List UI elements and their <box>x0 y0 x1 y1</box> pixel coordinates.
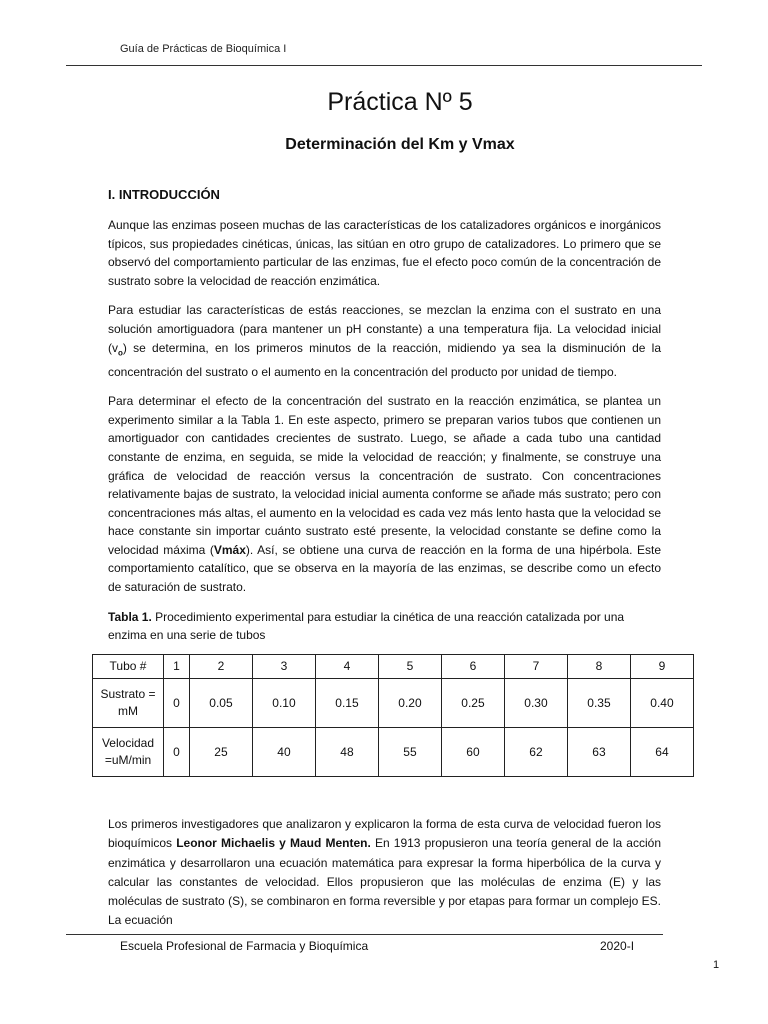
paragraph-4 <box>108 815 661 931</box>
paragraph-3-text-a: Para determinar el efecto de la concentración del sustrato en la reacción enzimática, se plantea un experimento similar a la Tabla 1. En este aspecto, primero se preparan varios tubos que contienen un amortiguador con cantidades crecientes de sustrato. Luego, se añade a cada tubo una cantidad constante de enzima, en seguida, se mide la velocidad de reacción; y finalmente, se construye una gráfica de velocidad de reacción versus la concentración de sustrato. Con concentraciones relativamente bajas de sustrato, la velocidad inicial aumenta conforme se añade más sustrato; pero con concentraciones más altas, el aumento en la velocidad es cada vez más lento hasta que la velocidad se hace constante sin importar cuánto sustrato esté presente, la velocidad constante se define como la velocidad máxima ( <box>108 394 661 557</box>
table-cell: 5 <box>378 655 441 679</box>
footer-term: 2020-I <box>600 939 635 953</box>
table-cell: 40 <box>252 728 315 777</box>
table-cell: 0.20 <box>378 679 441 728</box>
table-cell: 8 <box>567 655 630 679</box>
row-label: Velocidad =uM/min <box>93 728 164 777</box>
footer-school: Escuela Profesional de Farmacia y Bioquímica <box>120 939 369 953</box>
table-cell: 25 <box>189 728 252 777</box>
header-rule <box>66 65 702 66</box>
table-cell: 0.35 <box>567 679 630 728</box>
paragraph-2-text-a: Para estudiar las características de estás reacciones, se mezclan la enzima con el sustrato en una solución amortiguadora (para mantener un pH constante) a una temperatura fija. La velocidad inicial (v <box>108 303 661 355</box>
table-cell: 0 <box>164 679 190 728</box>
introduction-section <box>108 185 661 655</box>
table-row <box>93 728 694 777</box>
running-header: Guía de Prácticas de Bioquímica I <box>120 43 287 55</box>
table-cell: 55 <box>378 728 441 777</box>
table-caption-label: Tabla 1. <box>108 609 152 624</box>
table-cell: 0.25 <box>441 679 504 728</box>
experiment-table <box>92 654 694 777</box>
table-cell: 0.05 <box>189 679 252 728</box>
table-cell: 2 <box>189 655 252 679</box>
table-caption-text: Procedimiento experimental para estudiar la cinética de una reacción catalizada por una enzima en una serie de tubos <box>108 609 625 643</box>
row-label: Tubo # <box>93 655 164 679</box>
paragraph-3-text-b: ). Así, se obtiene una curva de reacción en la forma de una hipérbola. Este comportamiento catalítico, que se observa en la mayoría de las enzimas, se describe como un efecto de saturación de sustrato. <box>108 542 661 595</box>
page-title: Práctica Nº 5 <box>327 88 473 116</box>
table-cell: 4 <box>315 655 378 679</box>
section-heading: I. INTRODUCCIÓN <box>108 187 220 202</box>
table-cell: 7 <box>504 655 567 679</box>
footer-rule <box>66 934 663 935</box>
page-subtitle: Determinación del Km y Vmax <box>285 136 515 153</box>
table-cell: 0.30 <box>504 679 567 728</box>
table-cell: 62 <box>504 728 567 777</box>
table-cell: 64 <box>630 728 693 777</box>
paragraph-3 <box>108 392 661 597</box>
table-cell: 63 <box>567 728 630 777</box>
table-cell: 0.15 <box>315 679 378 728</box>
paragraph-2-subscript: o <box>118 347 123 357</box>
table-cell: 1 <box>164 655 190 679</box>
table-row <box>93 679 694 728</box>
table-cell: 6 <box>441 655 504 679</box>
page-number: 1 <box>713 959 720 971</box>
paragraph-4-text-b: En 1913 propusieron una teoría general de la acción enzimática y desarrollaron una ecuación matemática para expresar la forma hiperbólica de la curva y calcular las constantes de velocidad. Ellos propusieron que las moléculas de enzima (E) y las moléculas de sustrato (S), se combinaron en forma reversible y por etapas para formar un complejo ES. La ecuación <box>108 836 661 928</box>
table-row <box>93 655 694 679</box>
table-cell: 48 <box>315 728 378 777</box>
paragraph-2 <box>108 301 661 381</box>
row-label: Sustrato = mM <box>93 679 164 728</box>
table-cell: 0 <box>164 728 190 777</box>
table-cell: 3 <box>252 655 315 679</box>
paragraph-3-vmax: Vmáx <box>213 542 246 557</box>
table-caption <box>108 608 661 645</box>
paragraph-4-text-a: Los primeros investigadores que analizaron y explicaron la forma de esta curva de velocidad fueron los bioquímicos <box>108 817 661 851</box>
table-cell: 9 <box>630 655 693 679</box>
paragraph-2-text-b: ) se determina, en los primeros minutos de la reacción, midiendo ya sea la disminución de la concentración del sustrato o el aumento en la concentración del producto por unidad de tiempo. <box>108 340 661 379</box>
table-cell: 60 <box>441 728 504 777</box>
paragraph-1: Aunque las enzimas poseen muchas de las características de los catalizadores orgánicos e inorgánicos típicos, sus propiedades cinéticas, únicas, las sitúan en otro grupo de catalizadores. Lo primero que se observó del comportamiento particular de las enzimas, fue el efecto poco común de la concentración de sustrato sobre la velocidad de reacción enzimática. <box>108 218 661 288</box>
table-cell: 0.40 <box>630 679 693 728</box>
table-cell: 0.10 <box>252 679 315 728</box>
paragraph-4-authors: Leonor Michaelis y Maud Menten. <box>176 836 371 851</box>
